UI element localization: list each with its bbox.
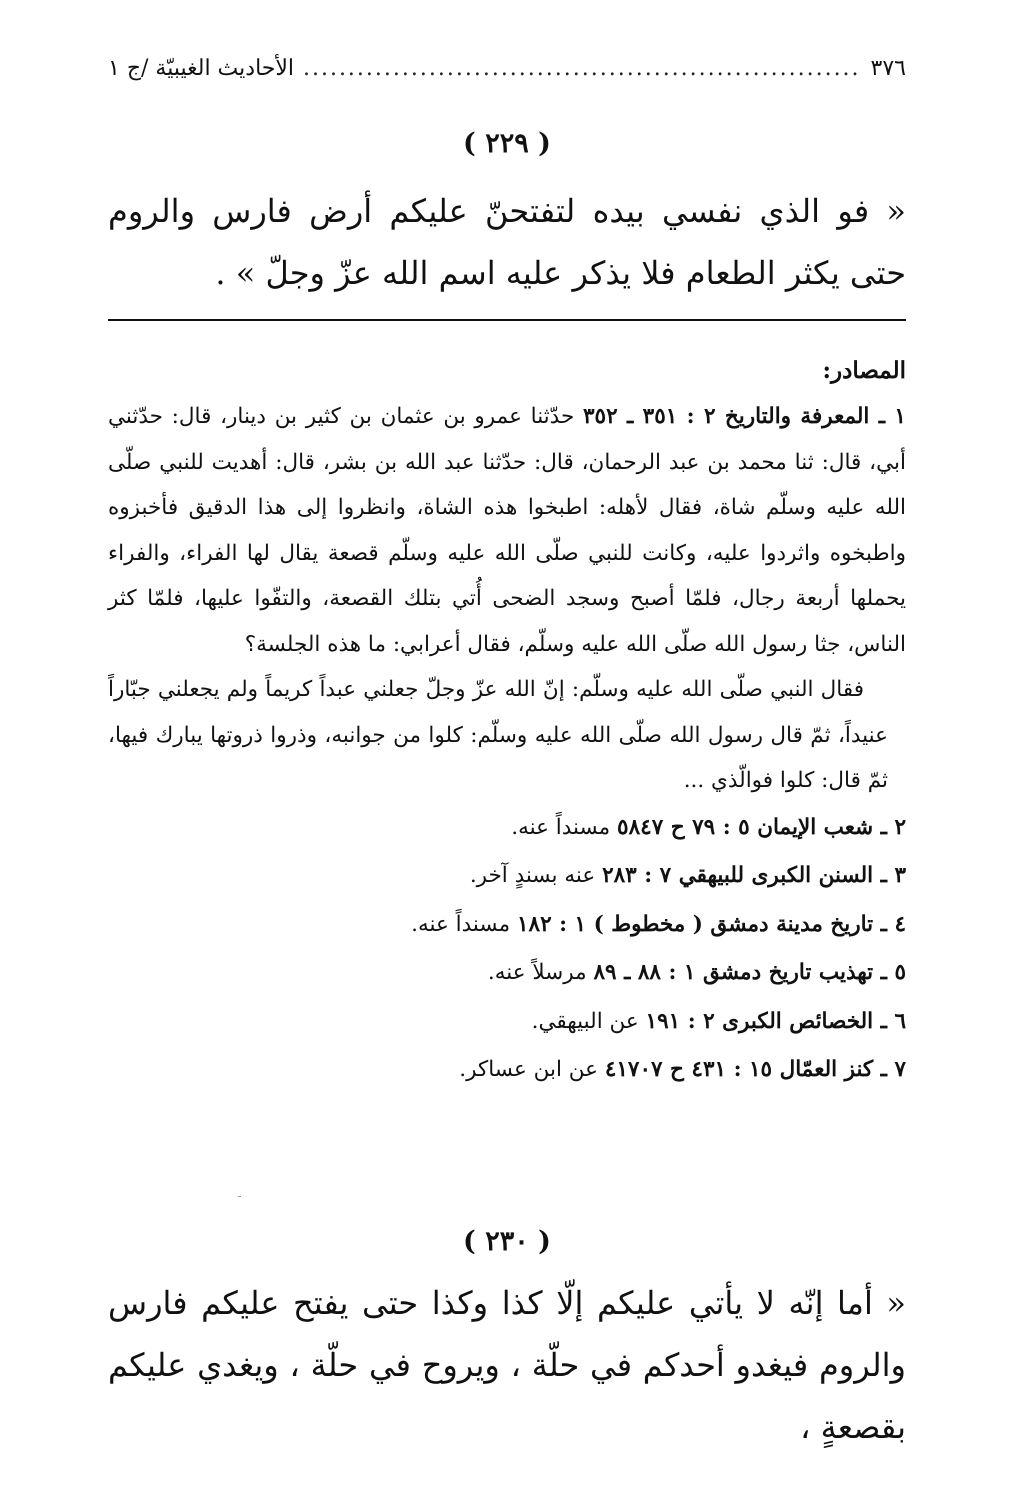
source-reference: ٦ ـ الخصائص الكبرى ٢ : ١٩١ — [645, 1008, 906, 1034]
source-note: عن البيهقي. — [531, 1008, 639, 1034]
source-item — [108, 852, 906, 901]
source-reference: ٣ ـ السنن الكبرى للبيهقي ٧ : ٢٨٣ — [602, 863, 906, 888]
page-header — [108, 48, 906, 88]
source-reference: ٢ ـ شعب الإيمان ٥ : ٧٩ ح ٥٨٤٧ — [617, 814, 906, 840]
source-item — [108, 804, 906, 853]
source-note: عن ابن عساكر. — [459, 1057, 598, 1082]
source-item — [108, 949, 906, 998]
source-narration-continued — [108, 667, 906, 804]
hadith-number: ( ٢٣٠ ) — [463, 1226, 551, 1257]
section-divider — [108, 319, 906, 321]
hadith-number: ( ٢٢٩ ) — [463, 128, 551, 159]
print-speck — [238, 1196, 241, 1197]
source-note: مسنداً عنه. — [411, 911, 511, 937]
source-note: مرسلاً عنه. — [487, 960, 587, 985]
source-reference: ٧ ـ كنز العمّال ١٥ : ٤٣١ ح ٤١٧٠٧ — [604, 1057, 906, 1082]
hadith-text: « أما إنّه لا يأتي عليكم إلّا كذا وكذا حتى يفتح عليكم فارس والروم فيغدو أحدكم في حلّة ، ويروح في حلّة ، ويغدي عليكم بقصعةٍ ، — [108, 1284, 906, 1446]
sources-section — [108, 348, 906, 1095]
source-narration: حدّثنا عمرو بن عثمان بن كثير بن دينار، قال: حدّثني أبي، قال: ثنا محمد بن عبد الرحمان، قال: حدّثنا عبد الله بن بشر، قال: أهديت للنبي صلّى الله عليه وسلّم شاة، فقال لأهله: اطبخوا هذه الشاة، وانظروا إلى هذا الدقيق فأخبزوه واطبخوه واثردوا عليه، وكانت للنبي صلّى الله عليه وسلّم قصعة يقال لها الفراء، والفراء يحملها أربعة رجال، فلمّا أصبح وسجد الضحى أُتي بتلك القصعة، والتفّوا عليها، فلمّا كثر الناس، جثا رسول الله صلّى الله عليه وسلّم، فقال أعرابي: ما هذه الجلسة؟ — [108, 404, 906, 657]
source-reference: ١ ـ المعرفة والتاريخ ٢ : ٣٥١ ـ ٣٥٢ — [582, 404, 906, 429]
source-note: عنه بسندٍ آخر. — [469, 863, 596, 888]
source-reference: ٤ ـ تاريخ مدينة دمشق ( مخطوط ) ١ : ١٨٢ — [516, 911, 906, 937]
source-item — [108, 998, 906, 1047]
source-item — [108, 394, 906, 667]
page-number: ٣٧٦ — [870, 55, 906, 81]
hadith-text: « فو الذي نفسي بيده لتفتحنّ عليكم أرض فارس والروم حتى يكثر الطعام فلا يذكر عليه اسم الله عزّ وجلّ » . — [108, 192, 906, 292]
source-item — [108, 1046, 906, 1095]
leader-dots — [302, 56, 861, 81]
source-reference: ٥ ـ تهذيب تاريخ دمشق ١ : ٨٨ ـ ٨٩ — [593, 960, 906, 985]
source-narration-paragraph: فقال النبي صلّى الله عليه وسلّم: إنّ الله عزّ وجلّ جعلني عبداً كريماً ولم يجعلني جبّاراً عنيداً، ثمّ قال رسول الله صلّى الله عليه وسلّم: كلوا من جوانبه، وذروا ذروتها يبارك فيها، ثمّ قال: كلوا فوالّذي ... — [108, 677, 888, 793]
source-item — [108, 901, 906, 950]
sources-title: المصادر: — [822, 357, 906, 384]
running-head: الأحاديث الغيبيّة /ج ١ — [108, 55, 295, 81]
source-note: مسنداً عنه. — [511, 814, 611, 840]
